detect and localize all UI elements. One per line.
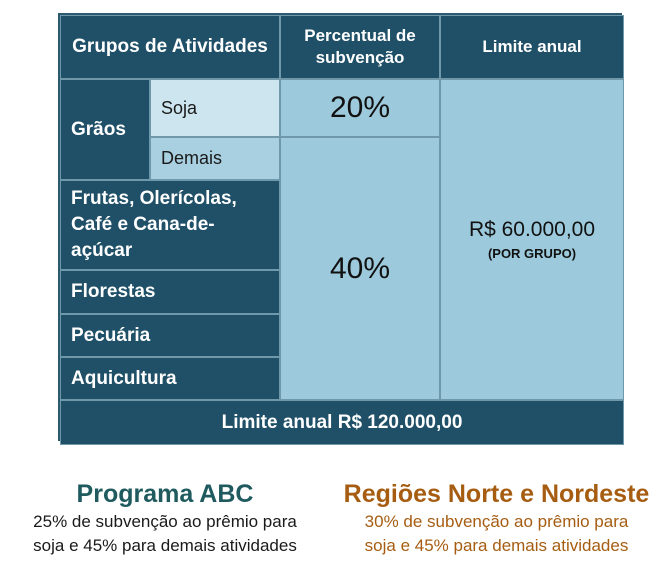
- header-limit-label: Limite anual: [482, 37, 582, 56]
- subgroup-demais-label: Demais: [161, 148, 223, 168]
- program-abc-title: Programa ABC: [76, 480, 254, 508]
- subgroup-demais: [150, 137, 280, 180]
- annual-limit-total: Limite anual R$ 120.000,00: [221, 411, 463, 433]
- percent-soja-value: 20%: [329, 91, 391, 124]
- table-footer: [60, 400, 624, 445]
- group-frutas: [60, 180, 280, 270]
- group-florestas: [60, 270, 280, 314]
- percent-soja: [280, 79, 440, 137]
- header-percent: [280, 15, 440, 79]
- group-pecuaria: [60, 314, 280, 357]
- header-groups-label: Grupos de Atividades: [72, 36, 268, 57]
- group-graos: [60, 79, 150, 180]
- percent-others: [280, 137, 440, 400]
- program-abc: [0, 478, 330, 558]
- header-limit: [440, 15, 624, 79]
- program-nne-text-1: 30% de subvenção ao prêmio para: [364, 512, 629, 531]
- group-graos-label: Grãos: [71, 118, 126, 140]
- group-frutas-label: Frutas, Olerícolas, Café e Cana-de-açúcar: [71, 188, 237, 261]
- limit-value: R$ 60.000,00: [468, 218, 596, 241]
- subsidy-table: [58, 13, 622, 441]
- subgroup-soja: [150, 79, 280, 137]
- limit-cell: [440, 79, 624, 400]
- program-north-northeast: [330, 478, 663, 558]
- subgroup-soja-label: Soja: [161, 97, 198, 118]
- program-nne-text-2: soja e 45% para demais atividades: [364, 536, 629, 555]
- group-aquicultura: [60, 357, 280, 400]
- percent-others-value: 40%: [329, 251, 391, 285]
- program-abc-text-1: 25% de subvenção ao prêmio para: [33, 512, 297, 531]
- program-abc-text-2: soja e 45% para demais atividades: [33, 536, 297, 555]
- group-aquicultura-label: Aquicultura: [71, 367, 177, 389]
- limit-note: (POR GRUPO): [487, 246, 577, 261]
- group-florestas-label: Florestas: [71, 281, 156, 302]
- group-pecuaria-label: Pecuária: [71, 324, 151, 346]
- header-percent-label: Percentual de subvenção: [304, 26, 416, 67]
- header-groups: [60, 15, 280, 79]
- program-nne-title: Regiões Norte e Nordeste: [343, 480, 650, 508]
